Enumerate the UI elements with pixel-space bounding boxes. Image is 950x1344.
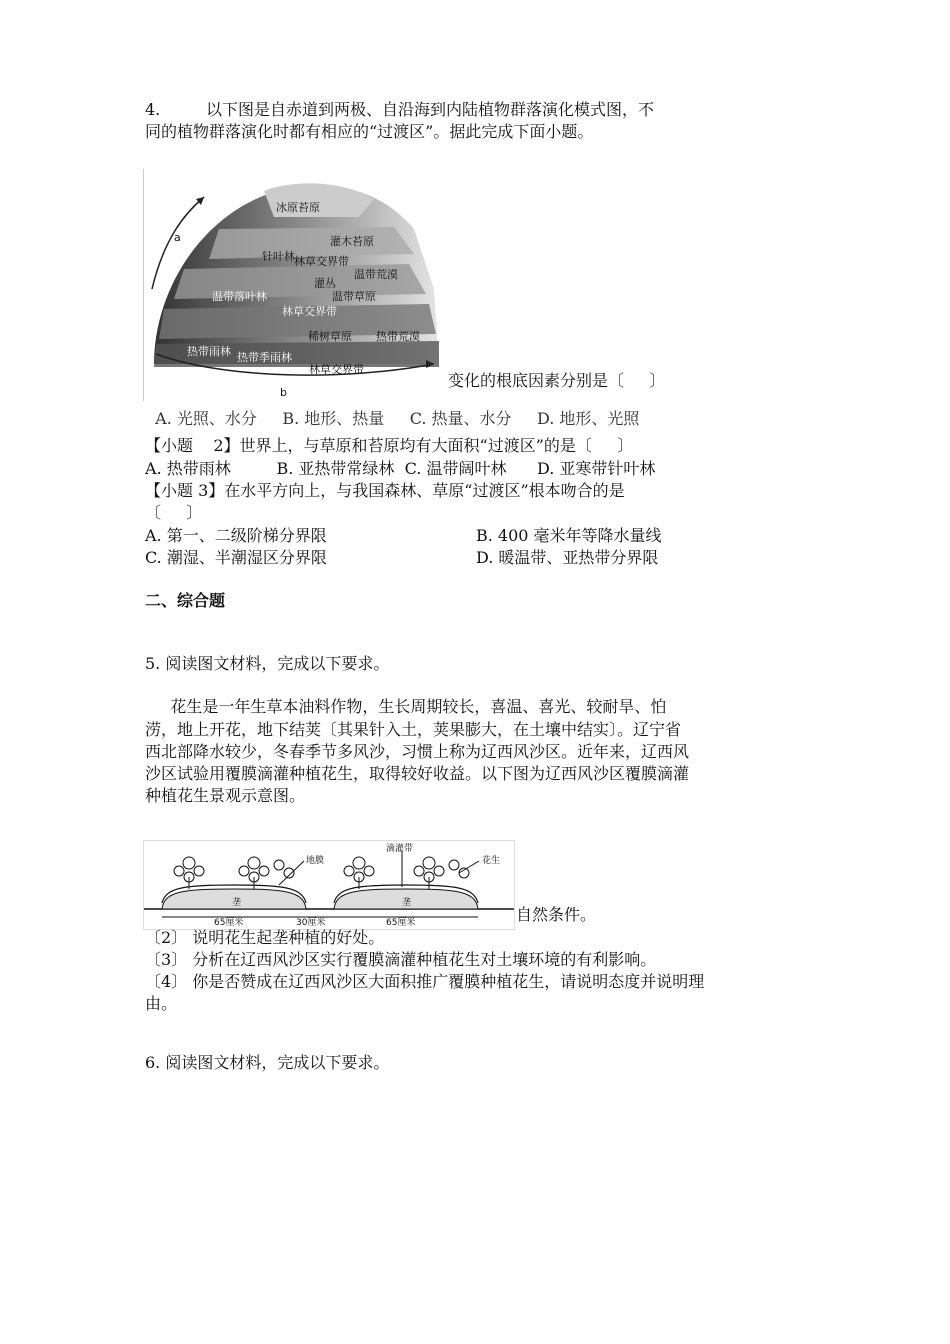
q5-para-line1: 花生是一年生草本油料作物，生长周期较长，喜温、喜光、较耐旱、怕 (145, 697, 667, 716)
q4-sub3-paren: 〔 〕 (145, 503, 203, 522)
axis-a-label: a (174, 231, 181, 244)
axis-b-label: b (280, 386, 287, 399)
peanut-cultivation-figure (143, 840, 515, 930)
q5-para-line3: 西北部降水较少，冬春季节多风沙，习惯上称为辽西风沙区。近年来，辽西风 (145, 742, 690, 761)
label-savanna: 稀树草原 (308, 330, 352, 343)
section-title: 二、综合题 (145, 591, 226, 610)
label-shrub: 灌丛 (314, 277, 336, 290)
label-rainforest: 热带雨林 (187, 345, 231, 358)
q4-stem-line1: 4. 以下图是自赤道到两极、自沿海到内陆植物群落演化模式图，不 (145, 100, 655, 119)
q5-sub4-line1: 〔4〕 你是否赞成在辽西风沙区大面积推广覆膜种植花生，请说明态度并说明理 (145, 972, 705, 991)
label-coniferous: 针叶林 (262, 250, 295, 263)
vegetation-model-figure (143, 169, 447, 401)
label-shrub-tundra: 灌木苔原 (330, 235, 374, 248)
label-monsoon-forest: 热带季雨林 (237, 351, 292, 364)
q4-sub1-stem: 变化的根底因素分别是〔 〕 (448, 371, 666, 390)
label-film: 地膜 (306, 856, 325, 866)
dim-ridge-1: 65厘米 (214, 918, 244, 928)
label-peanut: 花生 (482, 856, 501, 866)
label-forest-grass-1: 林草交界带 (294, 255, 349, 268)
q5-para-line2: 涝，地上开花，地下结荚〔其果针入土，荚果膨大，在土壤中结实〕。辽宁省 (145, 720, 682, 739)
label-ice-tundra: 冰原苔原 (276, 201, 320, 214)
q4-sub2-stem: 【小题 2】世界上，与草原和苔原均有大面积“过渡区”的是〔 〕 (145, 436, 634, 455)
q4-sub3-option-d: D. 暖温带、亚热带分界限 (476, 548, 659, 567)
label-drip: 滴灌带 (386, 844, 414, 854)
label-ridge-1: 垄 (232, 898, 242, 908)
q5-sub1-visible: 自然条件。 (516, 905, 597, 924)
dim-furrow: 30厘米 (296, 918, 326, 928)
q5-sub3: 〔3〕 分析在辽西风沙区实行覆膜滴灌种植花生对土壤环境的有利影响。 (145, 950, 657, 969)
label-ridge-2: 垄 (402, 898, 412, 908)
q4-stem-line2: 同的植物群落演化时都有相应的“过渡区”。据此完成下面小题。 (145, 122, 594, 141)
q4-sub2-options: A. 热带雨林 B. 亚热带常绿林 C. 温带阔叶林 D. 亚寒带针叶林 (145, 459, 656, 478)
q4-sub1-options: A. 光照、水分 B. 地形、热量 C. 热量、水分 D. 地形、光照 (155, 409, 640, 428)
q5-sub4-line2: 由。 (145, 994, 178, 1013)
q6-stem: 6. 阅读图文材料，完成以下要求。 (145, 1053, 390, 1072)
label-deciduous: 温带落叶林 (212, 290, 267, 303)
label-tropical-desert: 热带荒漠 (376, 330, 420, 343)
q5-sub2: 〔2〕 说明花生起垄种植的好处。 (145, 928, 385, 947)
q5-stem: 5. 阅读图文材料，完成以下要求。 (145, 654, 390, 673)
q4-sub3-stem: 【小题 3】在水平方向上，与我国森林、草原“过渡区”根本吻合的是 (145, 481, 625, 500)
q4-sub3-option-c: C. 潮湿、半潮湿区分界限 (145, 548, 327, 567)
q4-sub3-option-a: A. 第一、二级阶梯分界限 (145, 526, 327, 545)
label-forest-grass-3: 林草交界带 (309, 363, 364, 376)
label-forest-grass-2: 林草交界带 (282, 305, 337, 318)
q5-para-line5: 种植花生景观示意图。 (145, 786, 306, 805)
label-temperate-desert: 温带荒漠 (354, 268, 398, 281)
q5-para-line4: 沙区试验用覆膜滴灌种植花生，取得较好收益。以下图为辽西风沙区覆膜滴灌 (145, 764, 690, 783)
q4-sub3-option-b: B. 400 毫米年等降水量线 (476, 526, 662, 545)
dim-ridge-2: 65厘米 (386, 918, 416, 928)
label-temperate-grass: 温带草原 (332, 290, 376, 303)
